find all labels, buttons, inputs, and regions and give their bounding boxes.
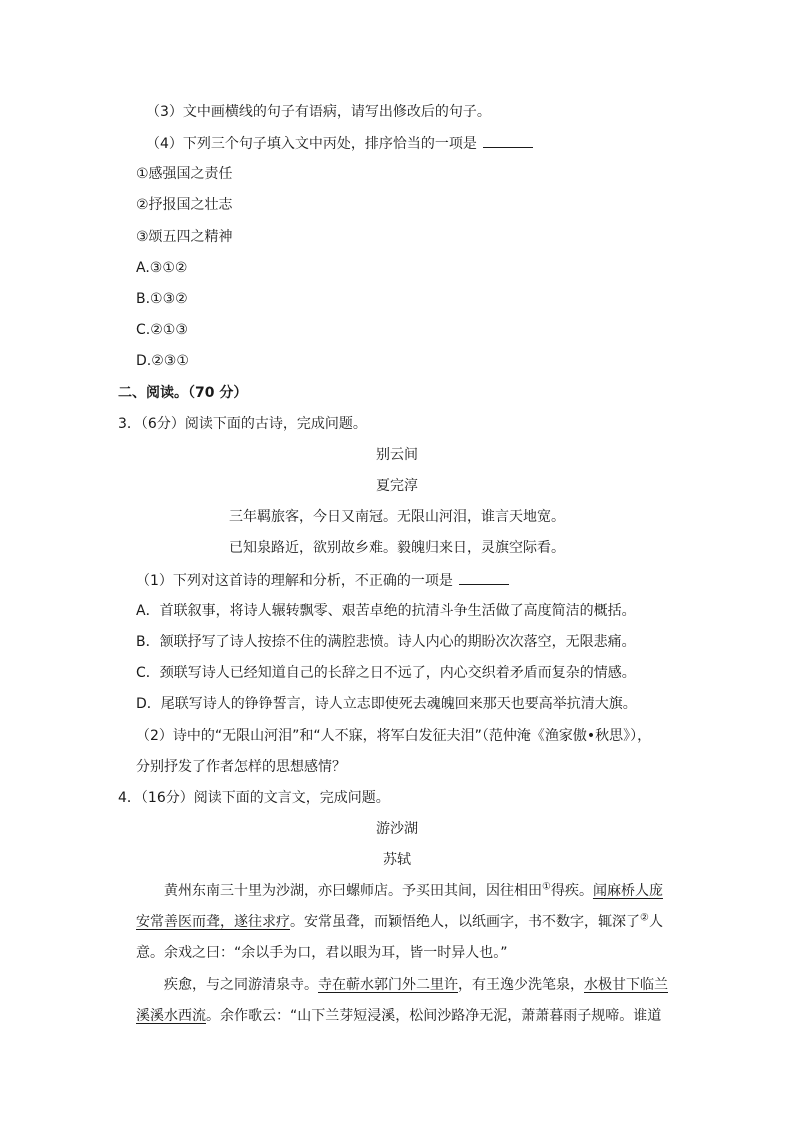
q3-sub1-text: （1）下列对这首诗的理解和分析，不正确的一项是 bbox=[136, 573, 453, 589]
underlined-sentence: 水极甘下临兰 bbox=[584, 977, 668, 993]
q4-intro: 4．（16分）阅读下面的文言文，完成问题。 bbox=[118, 790, 390, 806]
passage-text: 人 bbox=[648, 914, 663, 930]
passage-text: ，有王逸少洗笔泉， bbox=[458, 977, 584, 993]
q3-sub2-line1: （2）诗中的“无限山河泪”和“人不寐，将军白发征夫泪”（范仲淹《渔家傲•秋思》）， bbox=[136, 728, 652, 744]
passage-text: 。余作歌云：“山下兰芽短浸溪，松间沙路净无泥，萧萧暮雨子规啼。谁道 bbox=[206, 1008, 662, 1024]
footnote-marker: ② bbox=[640, 912, 649, 924]
q2-sub3: （3）文中画横线的句子有语病，请写出修改后的句子。 bbox=[146, 104, 491, 120]
passage-title: 游沙湖 bbox=[376, 821, 418, 837]
q3-option-d: D．尾联写诗人的铮铮誓言，诗人立志即使死去魂魄回来那天也要高举抗清大旗。 bbox=[136, 696, 637, 712]
poem-line-1: 三年羁旅客，今日又南冠。无限山河泪，谁言天地宽。 bbox=[229, 509, 565, 525]
q2-option-a: A.③①② bbox=[136, 260, 188, 276]
q3-option-a: A．首联叙事，将诗人辗转飘零、艰苦卓绝的抗清斗争生活做了高度简洁的概括。 bbox=[136, 603, 636, 619]
q2-item-1: ①感强国之责任 bbox=[136, 166, 233, 182]
passage-text: 得疾。 bbox=[550, 883, 593, 899]
q2-sub4-text: （4）下列三个句子填入文中丙处，排序恰当的一项是 bbox=[146, 136, 477, 152]
poem-author: 夏完淳 bbox=[376, 478, 418, 494]
q2-item-2: ②抒报国之壮志 bbox=[136, 197, 233, 213]
answer-blank bbox=[483, 133, 533, 148]
q2-item-3: ③颂五四之精神 bbox=[136, 229, 233, 245]
underlined-sentence: 安常善医而聋，遂往求疗 bbox=[136, 914, 290, 930]
q2-option-c: C.②①③ bbox=[136, 322, 188, 338]
q2-option-b: B.①③② bbox=[136, 291, 188, 307]
underlined-sentence: 寺在蕲水郭门外二里许 bbox=[318, 977, 458, 993]
footnote-marker: ① bbox=[542, 881, 551, 893]
answer-blank bbox=[459, 570, 509, 585]
passage-p1-line1 bbox=[164, 881, 663, 901]
poem-line-2: 已知泉路近，欲别故乡难。毅魄归来日，灵旗空际看。 bbox=[229, 540, 565, 556]
passage-p2-line1 bbox=[164, 975, 668, 995]
passage-p1-line2 bbox=[136, 912, 663, 932]
passage-text: 黄州东南三十里为沙湖，亦曰螺师店。予买田其间，因往相田 bbox=[164, 883, 542, 899]
passage-text: 疾愈，与之同游清泉寺。 bbox=[164, 977, 318, 993]
underlined-sentence: 溪溪水西流 bbox=[136, 1008, 206, 1024]
passage-p1-line3: 意。余戏之曰：“余以手为口，君以眼为耳，皆一时异人也。” bbox=[136, 945, 508, 961]
passage-p2-line2 bbox=[136, 1006, 661, 1026]
q3-intro: 3．（6分）阅读下面的古诗，完成问题。 bbox=[118, 416, 367, 432]
q3-option-c: C．颈联写诗人已经知道自己的长辞之日不远了，内心交织着矛盾而复杂的情感。 bbox=[136, 665, 636, 681]
section-heading: 二、阅读。（70 分） bbox=[118, 385, 248, 401]
q3-sub1 bbox=[136, 570, 509, 591]
q2-sub4 bbox=[146, 133, 533, 154]
passage-author: 苏轼 bbox=[383, 852, 411, 868]
underlined-sentence: 闻麻桥人庞 bbox=[592, 883, 663, 899]
passage-text: 。安常虽聋，而颖悟绝人，以纸画字，书不数字，辄深了 bbox=[290, 914, 640, 930]
q3-sub2-line2: 分别抒发了作者怎样的思想感情？ bbox=[136, 759, 346, 775]
q3-option-b: B．颔联抒写了诗人按捺不住的满腔悲愤。诗人内心的期盼次次落空，无限悲痛。 bbox=[136, 634, 636, 650]
poem-title: 别云间 bbox=[376, 447, 418, 463]
q2-option-d: D.②③① bbox=[136, 353, 189, 369]
